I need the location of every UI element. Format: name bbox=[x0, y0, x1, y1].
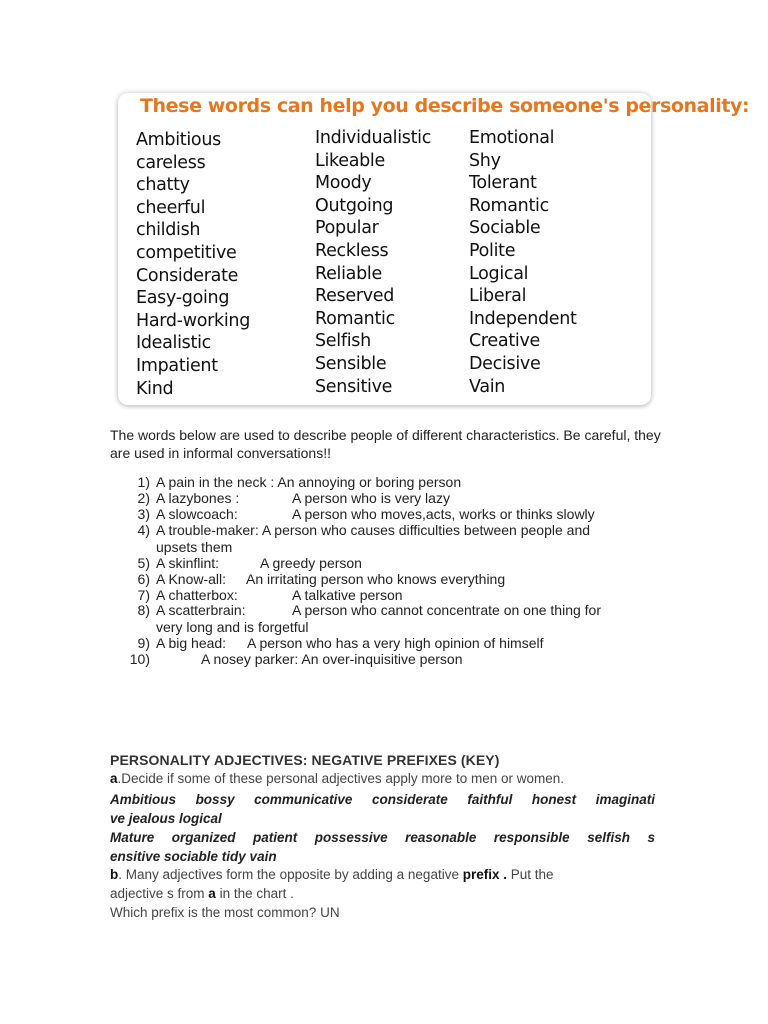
word: Vain bbox=[469, 376, 506, 397]
list-term: A skinflint: bbox=[156, 555, 220, 571]
word: Hard-working bbox=[136, 310, 251, 331]
word: Romantic bbox=[469, 195, 549, 216]
instruction-b-text-2: Put the bbox=[506, 867, 554, 882]
word: Reserved bbox=[315, 286, 395, 307]
instruction-b bbox=[110, 867, 554, 882]
word: Polite bbox=[469, 240, 516, 261]
card-title: These words can help you describe someone's personality: bbox=[140, 95, 750, 117]
list-term: A lazybones : bbox=[156, 490, 240, 506]
word: childish bbox=[136, 220, 201, 241]
word: Idealistic bbox=[136, 333, 211, 354]
word: competitive bbox=[136, 242, 237, 263]
instruction-b-continued bbox=[110, 886, 294, 901]
word: Romantic bbox=[315, 308, 395, 329]
list-term: A Know-all: bbox=[156, 571, 227, 587]
section-heading: PERSONALITY ADJECTIVES: NEGATIVE PREFIXES (KEY) bbox=[110, 752, 500, 768]
list-definition: A person who is very lazy bbox=[292, 490, 450, 506]
adjective-line: ve jealous logical bbox=[110, 811, 222, 826]
list-term: A slowcoach: bbox=[156, 506, 238, 522]
list-number: 2) bbox=[137, 490, 150, 506]
word: Emotional bbox=[469, 128, 555, 148]
list-number: 9) bbox=[137, 635, 150, 651]
word: careless bbox=[136, 152, 206, 173]
list-number: 5) bbox=[137, 555, 150, 571]
instruction-b-line2-post: in the chart . bbox=[215, 886, 294, 901]
list-number: 6) bbox=[137, 571, 150, 587]
letter-b: b bbox=[110, 867, 119, 882]
word: Liberal bbox=[469, 286, 527, 307]
personality-words-card bbox=[118, 93, 750, 405]
instruction-b-text: . Many adjectives form the opposite by adding a negative bbox=[118, 867, 463, 882]
word-column-1 bbox=[136, 129, 250, 400]
word: Likeable bbox=[315, 150, 385, 171]
list-term: A chatterbox: bbox=[156, 587, 238, 603]
letter-a-ref: a bbox=[208, 886, 216, 901]
word-column-3 bbox=[469, 127, 577, 398]
word: Popular bbox=[315, 218, 379, 239]
word: Individualistic bbox=[315, 128, 432, 148]
word: Reliable bbox=[315, 263, 382, 284]
list-term: A nosey parker: An over-inquisitive person bbox=[201, 651, 463, 667]
instruction-b-line2-pre: adjective s from bbox=[110, 886, 209, 901]
list-number: 10) bbox=[129, 651, 150, 667]
list-number: 1) bbox=[137, 474, 150, 490]
list-definition: A person who moves,acts, works or thinks slowly bbox=[292, 506, 595, 522]
word: Easy-going bbox=[136, 288, 230, 309]
list-continuation: upsets them bbox=[156, 539, 233, 555]
word: Sociable bbox=[469, 218, 541, 239]
word: Sensible bbox=[315, 353, 387, 374]
list-number: 3) bbox=[137, 506, 150, 522]
word: Kind bbox=[136, 378, 174, 399]
word: Creative bbox=[469, 331, 540, 352]
word: Independent bbox=[469, 308, 577, 329]
instruction-a bbox=[110, 771, 564, 786]
list-number: 8) bbox=[137, 602, 150, 618]
word: Logical bbox=[469, 263, 529, 284]
word: chatty bbox=[136, 175, 190, 196]
adjective-line: Ambitious bossy communicative considerate faithful honest imaginati bbox=[110, 792, 655, 807]
intro-paragraph: The words below are used to describe people of different characteristics. Be careful, they are used in informal conversations!! bbox=[110, 427, 661, 461]
word: Decisive bbox=[469, 353, 541, 374]
prefix-keyword: prefix . bbox=[462, 867, 507, 882]
list-definition: A person who has a very high opinion of himself bbox=[247, 635, 544, 651]
word: Tolerant bbox=[469, 173, 537, 194]
instruction-a-text: .Decide if some of these personal adjectives apply more to men or women. bbox=[117, 771, 564, 786]
list-definition: An irritating person who knows everything bbox=[246, 571, 506, 587]
list-definition: A greedy person bbox=[260, 555, 362, 571]
word: Moody bbox=[315, 173, 372, 194]
word: Considerate bbox=[136, 265, 239, 286]
prefix-question: Which prefix is the most common? UN bbox=[110, 905, 340, 920]
word: Outgoing bbox=[315, 195, 394, 216]
adjective-line: Mature organized patient possessive reasonable responsible selfish s bbox=[110, 830, 655, 845]
word: Shy bbox=[469, 150, 501, 171]
list-number: 7) bbox=[137, 587, 150, 603]
word: Ambitious bbox=[136, 130, 221, 150]
list-term: A pain in the neck : An annoying or boring person bbox=[156, 474, 462, 490]
list-continuation: very long and is forgetful bbox=[156, 619, 309, 635]
word: Reckless bbox=[315, 240, 389, 261]
word: Impatient bbox=[136, 355, 218, 376]
list-term: A scatterbrain: bbox=[156, 602, 246, 618]
word-column-2 bbox=[315, 127, 431, 398]
word: Selfish bbox=[315, 331, 371, 352]
list-definition: A person who cannot concentrate on one thing for bbox=[292, 602, 601, 618]
list-definition: A talkative person bbox=[292, 587, 403, 603]
list-term: A big head: bbox=[156, 635, 227, 651]
word: Sensitive bbox=[315, 376, 393, 397]
adjective-line: ensitive sociable tidy vain bbox=[110, 849, 277, 864]
list-term: A trouble-maker: A person who causes difficulties between people and bbox=[156, 522, 591, 538]
word: cheerful bbox=[136, 197, 206, 218]
list-number: 4) bbox=[137, 522, 150, 538]
letter-a: a bbox=[110, 771, 118, 786]
